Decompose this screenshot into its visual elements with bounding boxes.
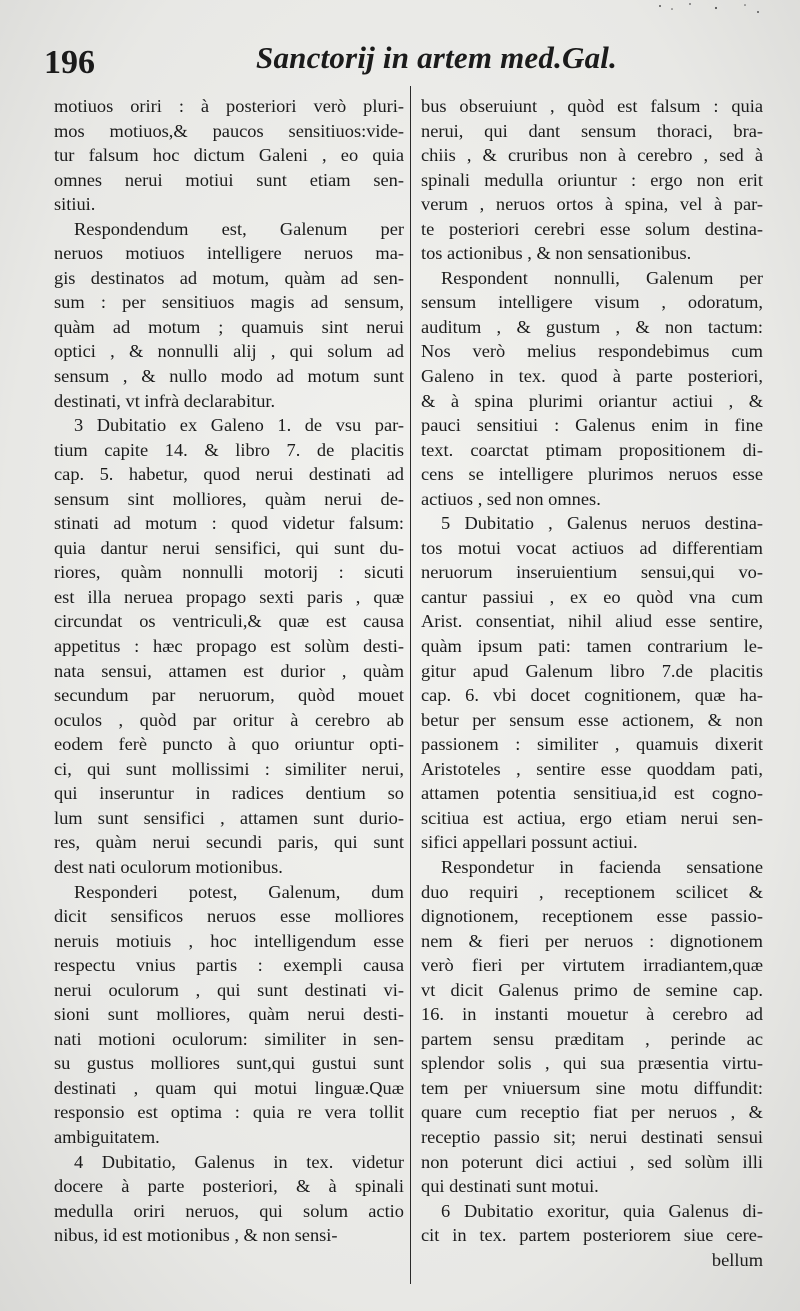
text-line: destinati , quam qui motui linguæ.Quæ: [54, 1077, 404, 1098]
page-speckle-marks: [650, 0, 770, 20]
text-line: quare cum receptio fiat per neruos , &: [421, 1102, 763, 1123]
text-line: duo requiri , receptionem scilicet &: [421, 881, 763, 902]
text-line: nata sensui, attamen est durior , quàm: [54, 660, 404, 681]
text-line: sum : per sensitiuos magis ad sensum,: [54, 292, 404, 313]
text-line: & à spina plurimi oriantur actiui , &: [421, 390, 763, 411]
text-line: verum , neruos ortos à spina, vel à par-: [421, 194, 763, 215]
text-line: 4 Dubitatio, Galenus in tex. videtur: [74, 1151, 404, 1172]
text-line: betur per sensum esse actionem, & non: [421, 709, 763, 730]
text-line: spinali medulla oriuntur : ergo non erit: [421, 169, 763, 190]
text-line: ambiguitatem.: [54, 1126, 160, 1147]
running-head: Sanctorij in artem med.Gal.: [256, 40, 618, 75]
text-line: nati motioni oculorum: similiter in sen-: [54, 1028, 404, 1049]
text-line: Arist. consentiat, nihil aliud esse sentire,: [421, 611, 763, 632]
text-line: circundat os ventriculi,& quæ est causa: [54, 611, 404, 632]
text-line: gis destinatos ad motum, quàm ad sen-: [54, 267, 404, 288]
text-line: dest nati oculorum motionibus.: [54, 856, 283, 877]
right-text-column: [421, 94, 763, 1272]
text-line: verò fieri per virtutem irradiantem,quæ: [421, 955, 763, 976]
text-line: quàm ad motum ; quamuis sint nerui: [54, 316, 404, 337]
text-line: te posteriori cerebri esse solum destina-: [421, 218, 763, 239]
text-line: 6 Dubitatio exoritur, quia Galenus di-: [441, 1200, 763, 1221]
text-line: omnes nerui motiui sunt etiam sen-: [54, 169, 404, 190]
text-line: sifici appellari possunt actiui.: [421, 832, 638, 853]
text-line: auditum , & gustum , & non tactum:: [421, 316, 763, 337]
text-line: neruos motiuos intelligere neruos ma-: [54, 243, 404, 264]
text-line: scitiua est actiua, ergo etiam nerui sen-: [421, 807, 763, 828]
text-line: bus obseruiunt , quòd est falsum : quia: [421, 96, 763, 116]
text-line: Respondent nonnulli, Galenum per: [441, 267, 763, 288]
text-line: sensum , & nullo modo ad motum sunt: [54, 366, 404, 387]
text-line: Galeno in tex. quod à parte posteriori,: [421, 366, 763, 387]
text-line: nerui, qui dant sensum thoraci, bra-: [421, 120, 763, 141]
text-line: quia dantur nerui sensifici, qui sunt du-: [54, 537, 404, 558]
text-line: Respondetur in facienda sensatione: [441, 856, 763, 877]
text-line: sensum intelligere visum , odoratum,: [421, 292, 763, 313]
text-line: Respondendum est, Galenum per: [74, 218, 404, 239]
text-line: destinati, vt infrà declarabitur.: [54, 390, 276, 411]
text-line: dignotionem, receptionem esse passio-: [421, 906, 763, 927]
text-line: Responderi potest, Galenum, dum: [74, 881, 404, 902]
text-line: 16. in instanti mouetur à cerebro ad: [421, 1004, 763, 1025]
text-line: tium capite 14. & libro 7. de placitis: [54, 439, 404, 460]
text-line: text. coarctat ptimam propositionem di-: [421, 439, 763, 460]
text-line: receptio passio sit; nerui destinati sensui: [421, 1126, 763, 1147]
text-line: neruis motiuis , hoc intelligendum esse: [54, 930, 404, 951]
text-line: docere à parte posteriori, & à spinali: [54, 1176, 404, 1197]
text-line: stinati ad motum : quod videtur falsum:: [54, 513, 404, 534]
text-line: motiuos oriri : à posteriori verò pluri-: [54, 96, 404, 116]
text-line: cit in tex. partem posteriorem siue cere-: [421, 1225, 763, 1246]
text-line: actiuos , sed non omnes.: [421, 488, 601, 509]
text-line: neruorum inseruientium sensui,qui vo-: [421, 562, 763, 583]
page-header: [44, 38, 764, 94]
text-line: cens se intelligere plurimos neruos esse: [421, 464, 763, 485]
text-line: passionem : similiter , quamuis dixerit: [421, 734, 763, 755]
text-line: cap. 6. vbi docet cognitionem, quæ ha-: [421, 685, 763, 706]
text-line: pauci sensitiui : Galenus enim in fine: [421, 415, 763, 436]
text-line: optici , & nonnulli alij , qui solum ad: [54, 341, 404, 362]
text-line: vt dicit Galenus primo de semine cap.: [421, 979, 763, 1000]
text-line: nem & fieri per neruos : dignotionem: [421, 930, 763, 951]
text-line: secundum par neruorum, quòd mouet: [54, 685, 404, 706]
text-line: est illa neruea propago sexti paris , quæ: [54, 586, 404, 607]
text-line: su gustus molliores sunt,qui gustui sunt: [54, 1053, 404, 1074]
text-line: 5 Dubitatio , Galenus neruos destina-: [441, 513, 763, 534]
text-line: 3 Dubitatio ex Galeno 1. de vsu par-: [74, 415, 404, 436]
text-line: tos actionibus , & non sensationibus.: [421, 243, 692, 264]
text-line: mos motiuos,& paucos sensitiuos:vide-: [54, 120, 404, 141]
text-line: riores, quàm nonnulli motorij : sicuti: [54, 562, 404, 583]
text-line: nibus, id est motionibus , & non sensi-: [54, 1225, 338, 1246]
text-line: tos motui vocat actiuos ad differentiam: [421, 537, 763, 558]
text-line: qui inseruntur in radices dentium so: [54, 783, 404, 804]
text-line: medulla oriri neruos, qui solum actio: [54, 1200, 404, 1221]
text-line: responsio est optima : quia re vera tollit: [54, 1102, 404, 1123]
text-line: res, quàm nerui secundi paris, qui sunt: [54, 832, 404, 853]
column-divider: [410, 86, 411, 1284]
text-line: sensum sint molliores, quàm nerui de-: [54, 488, 404, 509]
text-line: tur falsum hoc dictum Galeni , eo quia: [54, 145, 404, 166]
text-line: gitur apud Galenum libro 7.de placitis: [421, 660, 763, 681]
text-line: bellum: [711, 1249, 763, 1270]
text-line: oculos , quòd par oritur à cerebro ab: [54, 709, 404, 730]
text-line: quàm ipsum pati: tamen contrarium le-: [421, 636, 763, 657]
text-line: dicit sensificos neruos esse molliores: [54, 906, 404, 927]
text-line: partem sensu præditam , perinde ac: [421, 1028, 763, 1049]
text-line: tem per vniuersum sine motu diffundit:: [421, 1077, 763, 1098]
text-line: non poterunt dici actiui , sed solùm illi: [421, 1151, 763, 1172]
text-line: qui destinati sunt motui.: [421, 1176, 599, 1197]
left-text-column: [54, 94, 404, 1248]
text-line: attamen potentia sensitiua,id est cogno-: [421, 783, 763, 804]
text-line: eodem ferè puncto à quo oriuntur opti-: [54, 734, 404, 755]
text-line: Nos verò melius respondebimus cum: [421, 341, 763, 362]
page-number: 196: [44, 44, 95, 81]
text-line: nerui oculorum , qui sunt destinati vi-: [54, 979, 404, 1000]
text-line: Aristoteles , sentire esse quoddam pati,: [421, 758, 763, 779]
text-line: ci, qui sunt mollissimi : similiter nerui,: [54, 758, 404, 779]
text-line: lum sunt sensifici , attamen sunt durio-: [54, 807, 404, 828]
text-line: respectu vnius partis : exempli causa: [54, 955, 404, 976]
text-line: sitiui.: [54, 194, 96, 215]
text-line: splendor solis , qui sua præsentia virtu-: [421, 1053, 763, 1074]
text-line: appetitus : hæc propago est solùm desti-: [54, 636, 404, 657]
text-line: chiis , & cruribus non à cerebro , sed à: [421, 145, 763, 166]
text-line: cantur passiui , ex eo quòd vna cum: [421, 586, 763, 607]
text-line: sioni sunt molliores, quàm nerui desti-: [54, 1004, 404, 1025]
text-line: cap. 5. habetur, quod nerui destinati ad: [54, 464, 404, 485]
